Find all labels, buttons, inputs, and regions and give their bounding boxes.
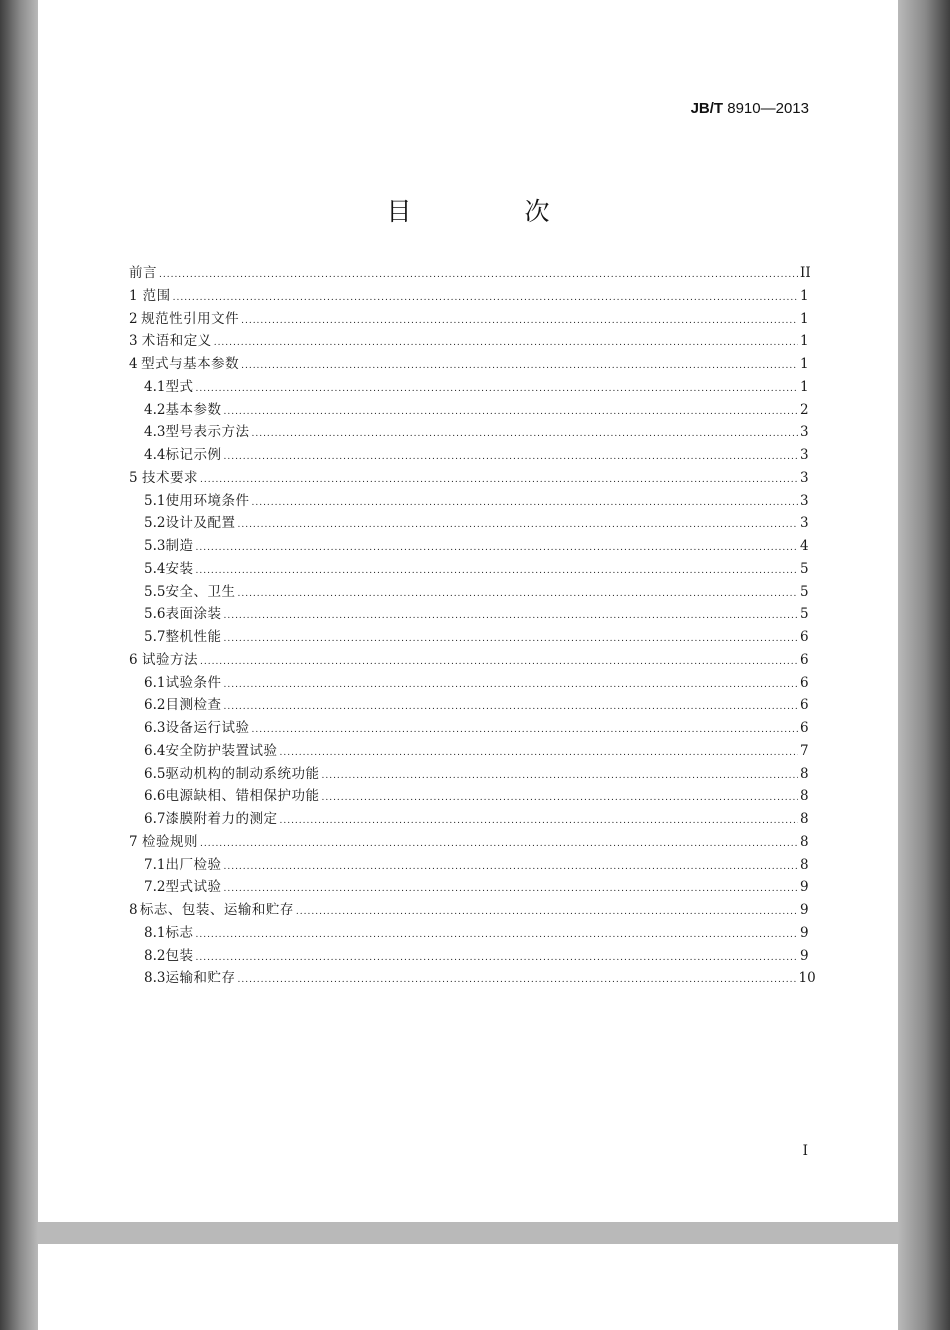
toc-leader-dots	[223, 446, 798, 469]
toc-entry[interactable]	[129, 672, 808, 695]
toc-entry-page: 6	[800, 651, 809, 668]
toc-entry-number: 1	[129, 287, 138, 304]
toc-leader-dots	[195, 378, 798, 401]
toc-entry-page: 7	[800, 742, 809, 759]
toc-leader-dots	[200, 833, 798, 856]
toc-entry-page: 4	[800, 538, 809, 554]
toc-entry-label: 标志	[165, 924, 194, 941]
toc-entry-label: 驱动机构的制动系统功能	[165, 765, 320, 782]
toc-entry[interactable]	[129, 376, 808, 399]
toc-entry-page: 1	[800, 378, 809, 395]
toc-entry-number: 5.3	[144, 538, 166, 554]
page-title: 目 次	[386, 197, 594, 226]
toc-entry-label: 使用环境条件	[165, 492, 250, 509]
toc-entry-number: 4	[129, 356, 138, 372]
toc-entry-page: 6	[800, 629, 809, 645]
table-of-contents	[129, 262, 816, 990]
toc-entry-number: 6.7	[144, 811, 166, 827]
toc-entry-page: 8	[800, 833, 809, 850]
toc-entry[interactable]	[129, 626, 808, 649]
toc-entry-label: 整机性能	[165, 629, 222, 645]
toc-entry-page: 1	[800, 310, 809, 327]
toc-leader-dots	[223, 628, 798, 651]
toc-entry-page: 3	[800, 469, 809, 486]
toc-entry[interactable]	[129, 945, 808, 968]
toc-entry-page: 3	[800, 447, 809, 463]
toc-leader-dots	[251, 423, 798, 446]
document-page	[38, 0, 898, 1222]
document-code	[691, 100, 809, 117]
toc-leader-dots	[200, 651, 798, 674]
toc-entry-label: 安全、卫生	[165, 583, 236, 600]
toc-leader-dots	[214, 332, 798, 355]
toc-entry-page: 8	[800, 765, 809, 782]
toc-entry-page: 10	[798, 970, 816, 987]
toc-entry[interactable]	[129, 603, 808, 626]
toc-entry-page: 5	[800, 606, 809, 623]
toc-entry[interactable]	[129, 922, 808, 945]
toc-entry-page: 8	[800, 788, 809, 805]
toc-leader-dots	[279, 742, 798, 765]
toc-leader-dots	[241, 310, 798, 333]
toc-entry[interactable]	[129, 581, 808, 604]
toc-entry-page: 5	[800, 583, 809, 600]
toc-leader-dots	[195, 537, 798, 560]
toc-entry-page: 9	[800, 879, 809, 896]
toc-leader-dots	[223, 605, 798, 628]
toc-entry-label: 标志、包装、运输和贮存	[139, 902, 294, 918]
toc-entry-label: 表面涂装	[165, 606, 222, 623]
toc-entry-page: 2	[800, 401, 809, 418]
toc-entry-number: 6.5	[144, 765, 166, 782]
toc-entry[interactable]	[129, 399, 808, 422]
toc-entry-page: 9	[800, 947, 809, 964]
toc-entry[interactable]	[129, 967, 816, 990]
toc-entry[interactable]	[129, 262, 811, 285]
toc-entry[interactable]	[129, 876, 808, 899]
toc-entry-label: 型式	[165, 378, 194, 395]
toc-entry-number: 7	[129, 833, 138, 850]
toc-leader-dots	[237, 969, 796, 992]
toc-entry-page: 6	[800, 720, 809, 736]
toc-entry-label: 安装	[165, 560, 194, 577]
page-number: I	[802, 1143, 808, 1159]
toc-entry-number: 6.6	[144, 788, 166, 805]
toc-entry-label: 范围	[142, 287, 171, 304]
toc-entry-label: 标记示例	[165, 447, 222, 463]
toc-entry-label: 安全防护装置试验	[165, 742, 278, 759]
toc-leader-dots	[237, 583, 798, 606]
toc-leader-dots	[237, 514, 798, 537]
toc-leader-dots	[241, 355, 798, 378]
toc-entry[interactable]	[129, 899, 808, 922]
toc-entry-label: 型号表示方法	[165, 424, 250, 441]
toc-entry-label: 出厂检验	[165, 856, 222, 873]
toc-leader-dots	[195, 924, 798, 947]
toc-entry-number: 6	[129, 651, 138, 668]
toc-entry-label: 目测检查	[165, 697, 222, 714]
toc-leader-dots	[321, 765, 798, 788]
toc-entry-page: 1	[800, 287, 809, 304]
toc-leader-dots	[296, 901, 798, 924]
toc-entry-page: 6	[800, 697, 809, 714]
toc-entry[interactable]	[129, 308, 808, 331]
toc-entry-number: 6.3	[144, 720, 166, 736]
toc-entry-page: 6	[800, 674, 809, 691]
toc-entry-label: 电源缺相、错相保护功能	[165, 788, 320, 805]
document-code-prefix: JB/T	[690, 100, 724, 117]
toc-entry[interactable]	[129, 330, 808, 353]
toc-entry-number: 8	[129, 902, 138, 918]
toc-leader-dots	[251, 719, 798, 742]
toc-entry-number: 7.1	[144, 856, 166, 873]
toc-entry-label: 型式与基本参数	[141, 356, 240, 372]
document-code-number: 8910—2013	[727, 100, 809, 117]
toc-entry-page: 9	[800, 924, 809, 941]
toc-entry[interactable]	[129, 353, 808, 376]
toc-entry-page: 3	[800, 492, 809, 509]
toc-entry-label: 漆膜附着力的测定	[165, 811, 278, 827]
toc-leader-dots	[321, 787, 798, 810]
toc-entry-number: 7.2	[144, 879, 166, 896]
toc-entry-page: 5	[800, 560, 809, 577]
toc-entry-page: 8	[800, 811, 809, 827]
toc-entry-page: 1	[800, 333, 809, 350]
toc-leader-dots	[223, 878, 798, 901]
toc-entry-number: 5	[129, 469, 138, 486]
toc-leader-dots	[223, 401, 798, 424]
toc-entry[interactable]	[129, 421, 808, 444]
toc-entry-label: 试验方法	[142, 651, 198, 668]
toc-entry[interactable]	[129, 285, 808, 308]
toc-entry-number: 4.3	[144, 424, 166, 441]
toc-entry-page: 9	[800, 902, 809, 918]
toc-entry-number: 6.2	[144, 697, 166, 714]
toc-entry-label: 设计及配置	[165, 515, 236, 532]
toc-leader-dots	[200, 469, 798, 492]
toc-entry[interactable]	[129, 785, 808, 808]
toc-entry-number: 5.2	[144, 515, 166, 532]
toc-entry-label: 检验规则	[142, 833, 198, 850]
toc-entry-number: 8.1	[144, 924, 166, 941]
toc-entry[interactable]	[129, 535, 808, 558]
toc-entry-label: 技术要求	[142, 469, 198, 486]
toc-entry-label: 基本参数	[165, 401, 222, 418]
next-document-page	[38, 1244, 898, 1330]
toc-entry-number: 5.6	[144, 606, 166, 623]
toc-entry-label: 运输和贮存	[165, 970, 236, 987]
toc-entry-label: 术语和定义	[141, 333, 212, 350]
toc-entry[interactable]	[129, 808, 808, 831]
toc-entry-number: 5.5	[144, 583, 166, 600]
toc-leader-dots	[223, 674, 798, 697]
toc-entry-label: 试验条件	[165, 674, 222, 691]
toc-entry-number: 3	[129, 333, 138, 350]
toc-entry-page: II	[800, 265, 811, 281]
toc-leader-dots	[223, 856, 798, 879]
toc-entry[interactable]	[129, 558, 808, 581]
toc-entry[interactable]	[129, 831, 808, 854]
toc-leader-dots	[195, 560, 798, 583]
toc-entry[interactable]	[129, 649, 808, 672]
toc-entry-label: 制造	[165, 538, 194, 554]
toc-entry-number: 8.3	[144, 970, 166, 987]
toc-entry-number: 5.7	[144, 629, 166, 645]
toc-entry-label: 前言	[129, 265, 157, 281]
toc-entry-page: 3	[800, 424, 809, 441]
toc-entry[interactable]	[129, 740, 808, 763]
toc-entry[interactable]	[129, 467, 808, 490]
toc-entry-number: 5.4	[144, 560, 166, 577]
toc-leader-dots	[251, 492, 798, 515]
toc-entry-page: 8	[800, 856, 809, 873]
toc-entry[interactable]	[129, 444, 808, 467]
toc-leader-dots	[195, 947, 798, 970]
toc-leader-dots	[223, 696, 798, 719]
toc-entry-page: 3	[800, 515, 809, 532]
toc-entry[interactable]	[129, 490, 808, 513]
toc-entry-label: 型式试验	[165, 879, 222, 896]
toc-entry[interactable]	[129, 763, 808, 786]
toc-entry-page: 1	[800, 356, 809, 372]
toc-entry[interactable]	[129, 717, 808, 740]
toc-entry-number: 4.4	[144, 447, 166, 463]
toc-entry-number: 4.1	[144, 378, 166, 395]
toc-entry-number: 8.2	[144, 947, 166, 964]
toc-leader-dots	[159, 264, 798, 287]
toc-entry-label: 包装	[165, 947, 194, 964]
toc-entry-number: 6.4	[144, 742, 166, 759]
toc-entry[interactable]	[129, 694, 808, 717]
toc-entry-number: 2	[129, 310, 138, 327]
toc-entry[interactable]	[129, 512, 808, 535]
toc-leader-dots	[173, 287, 798, 310]
toc-leader-dots	[279, 810, 798, 833]
toc-entry-label: 设备运行试验	[165, 720, 250, 736]
toc-entry-number: 4.2	[144, 401, 166, 418]
toc-entry-label: 规范性引用文件	[141, 310, 240, 327]
toc-entry-number: 6.1	[144, 674, 166, 691]
toc-entry-number: 5.1	[144, 492, 166, 509]
toc-entry[interactable]	[129, 854, 808, 877]
